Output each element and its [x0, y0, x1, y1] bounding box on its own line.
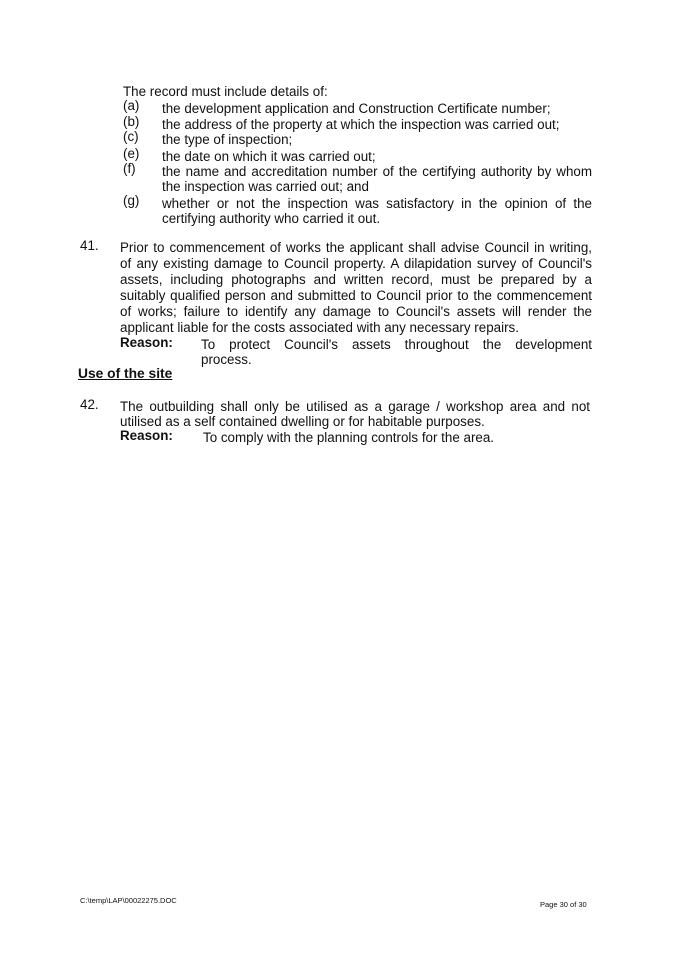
record-item-label: (b)	[123, 114, 140, 129]
reason-label: Reason:	[120, 428, 173, 443]
record-item-label: (e)	[123, 146, 140, 161]
record-item-label: (a)	[123, 98, 140, 113]
condition-41-line: of works; failure to identify any damage to Council's assets will render the	[120, 304, 592, 319]
record-item-text: the inspection was carried out; and	[162, 179, 369, 194]
record-item-text: certifying authority who carried it out.	[162, 211, 381, 226]
reason-label: Reason:	[120, 335, 173, 350]
condition-number: 41.	[80, 238, 99, 253]
condition-41-line: assets, including photographs and written record, must be prepared by a	[120, 272, 592, 287]
condition-42-line: utilised as a self contained dwelling or for habitable purposes.	[120, 414, 485, 429]
record-item-text: whether or not the inspection was satisfactory in the opinion of the	[162, 196, 592, 211]
condition-42-line: The outbuilding shall only be utilised as a garage / workshop area and not	[120, 399, 590, 414]
reason-text: process.	[201, 352, 252, 367]
record-item-text: the date on which it was carried out;	[162, 149, 376, 164]
record-item-label: (f)	[123, 161, 136, 176]
record-item-text: the name and accreditation number of the certifying authority by whom	[162, 164, 592, 179]
record-intro: The record must include details of:	[123, 84, 328, 99]
reason-text: To protect Council's assets throughout the development	[201, 337, 592, 352]
record-item-label: (c)	[123, 129, 139, 144]
condition-41-line: of any existing damage to Council property. A dilapidation survey of Council's	[120, 256, 592, 271]
record-item-label: (g)	[123, 193, 140, 208]
condition-41-line: applicant liable for the costs associated with any necessary repairs.	[120, 320, 519, 335]
reason-text: To comply with the planning controls for the area.	[203, 430, 495, 445]
record-item-text: the development application and Construction Certificate number;	[162, 101, 551, 116]
record-item-text: the type of inspection;	[162, 132, 293, 147]
condition-41-line: Prior to commencement of works the applicant shall advise Council in writing,	[120, 240, 592, 255]
footer-page-number: Page 30 of 30	[540, 900, 587, 909]
condition-41-line: suitably qualified person and submitted to Council prior to the commencement	[120, 288, 592, 303]
record-item-text: the address of the property at which the inspection was carried out;	[162, 117, 560, 132]
condition-number: 42.	[80, 397, 99, 412]
footer-file-path: C:\temp\LAP\00022275.DOC	[80, 896, 177, 905]
section-heading: Use of the site	[78, 366, 173, 381]
